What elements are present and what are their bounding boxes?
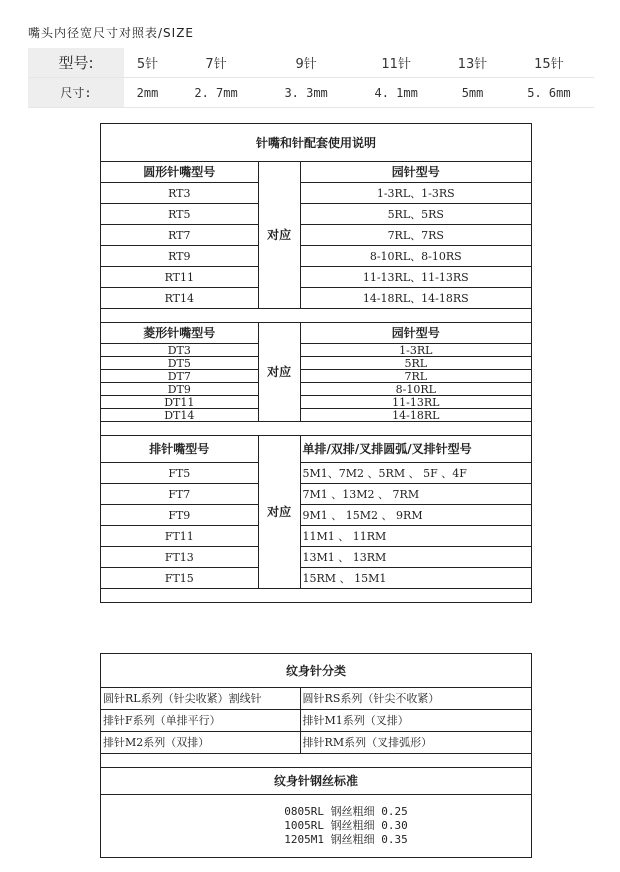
model-cell: 15针 xyxy=(504,48,594,78)
needle-model: 5M1、7M2 、5RM 、 5F 、4F xyxy=(300,463,531,484)
section-gap xyxy=(101,422,532,436)
tip-model: DT11 xyxy=(101,396,259,409)
correspond-label: 对应 xyxy=(258,162,300,309)
tip-model: RT5 xyxy=(101,204,259,225)
tip-model: RT11 xyxy=(101,267,259,288)
needle-model: 9M1 、 15M2 、 9RM xyxy=(300,505,531,526)
needle-model: 14-18RL xyxy=(300,409,531,422)
tip-model: DT5 xyxy=(101,357,259,370)
needle-model: 5RL、5RS xyxy=(300,204,531,225)
size-chart-title: 嘴头内径宽尺寸对照表/SIZE xyxy=(28,26,195,40)
needle-model: 8-10RL、8-10RS xyxy=(300,246,531,267)
wire-standard-list xyxy=(101,795,532,858)
needle-model: 7RL xyxy=(300,370,531,383)
tip-model: DT3 xyxy=(101,344,259,357)
size-label: 尺寸: xyxy=(28,78,124,108)
table-title: 针嘴和针配套使用说明 xyxy=(101,124,532,162)
model-cell: 9针 xyxy=(261,48,351,78)
correspond-label: 对应 xyxy=(258,323,300,422)
needle-model: 11-13RL xyxy=(300,396,531,409)
size-table xyxy=(28,48,594,108)
section-gap xyxy=(101,754,532,768)
size-cell: 3. 3mm xyxy=(261,78,351,108)
model-row xyxy=(28,48,594,78)
tip-model: RT7 xyxy=(101,225,259,246)
size-cell: 2mm xyxy=(124,78,171,108)
tip-model: RT14 xyxy=(101,288,259,309)
needle-match-table xyxy=(100,123,532,603)
classification-title: 纹身针分类 xyxy=(101,654,532,688)
needle-model: 1-3RL xyxy=(300,344,531,357)
size-cell: 4. 1mm xyxy=(351,78,441,108)
tip-model: RT3 xyxy=(101,183,259,204)
wire-standard-item: 0805RL 钢丝粗细 0.25 xyxy=(284,805,408,818)
size-cell: 2. 7mm xyxy=(171,78,261,108)
size-cell: 5. 6mm xyxy=(504,78,594,108)
section-left-header: 圆形针嘴型号 xyxy=(101,162,259,183)
model-cell: 13针 xyxy=(441,48,504,78)
needle-model: 11M1 、 11RM xyxy=(300,526,531,547)
wire-standard-item: 1205M1 钢丝粗细 0.35 xyxy=(284,833,408,846)
needle-model: 15RM 、 15M1 xyxy=(300,568,531,589)
size-cell: 5mm xyxy=(441,78,504,108)
wire-standard-item: 1005RL 钢丝粗细 0.30 xyxy=(284,819,408,832)
classification-item: 圆针RS系列（针尖不收紧） xyxy=(300,688,531,710)
classification-item: 排针RM系列（叉排弧形） xyxy=(300,732,531,754)
section-gap xyxy=(101,589,532,603)
classification-item: 圆针RL系列（针尖收紧）割线针 xyxy=(101,688,301,710)
needle-model: 11-13RL、11-13RS xyxy=(300,267,531,288)
classification-item: 排针M2系列（双排） xyxy=(101,732,301,754)
needle-model: 5RL xyxy=(300,357,531,370)
needle-classification-table xyxy=(100,653,532,858)
classification-item: 排针M1系列（叉排） xyxy=(300,710,531,732)
tip-model: DT9 xyxy=(101,383,259,396)
wire-standard-title: 纹身针钢丝标准 xyxy=(101,768,532,795)
needle-model: 8-10RL xyxy=(300,383,531,396)
tip-model: RT9 xyxy=(101,246,259,267)
section-left-header: 排针嘴型号 xyxy=(101,436,259,463)
needle-model: 14-18RL、14-18RS xyxy=(300,288,531,309)
section-left-header: 菱形针嘴型号 xyxy=(101,323,259,344)
tip-model: FT9 xyxy=(101,505,259,526)
tip-model: DT14 xyxy=(101,409,259,422)
needle-model: 13M1 、 13RM xyxy=(300,547,531,568)
needle-model: 1-3RL、1-3RS xyxy=(300,183,531,204)
tip-model: FT15 xyxy=(101,568,259,589)
section-right-header: 园针型号 xyxy=(300,323,531,344)
tip-model: FT13 xyxy=(101,547,259,568)
needle-model: 7RL、7RS xyxy=(300,225,531,246)
tip-model: FT7 xyxy=(101,484,259,505)
model-cell: 11针 xyxy=(351,48,441,78)
tip-model: FT5 xyxy=(101,463,259,484)
needle-model: 7M1 、13M2 、 7RM xyxy=(300,484,531,505)
section-right-header: 园针型号 xyxy=(300,162,531,183)
model-cell: 5针 xyxy=(124,48,171,78)
correspond-label: 对应 xyxy=(258,436,300,589)
tip-model: DT7 xyxy=(101,370,259,383)
classification-item: 排针F系列（单排平行） xyxy=(101,710,301,732)
tip-model: FT11 xyxy=(101,526,259,547)
model-label: 型号: xyxy=(28,48,124,78)
size-row xyxy=(28,78,594,108)
section-right-header: 单排/双排/叉排圆弧/叉排针型号 xyxy=(300,436,531,463)
section-gap xyxy=(101,309,532,323)
model-cell: 7针 xyxy=(171,48,261,78)
